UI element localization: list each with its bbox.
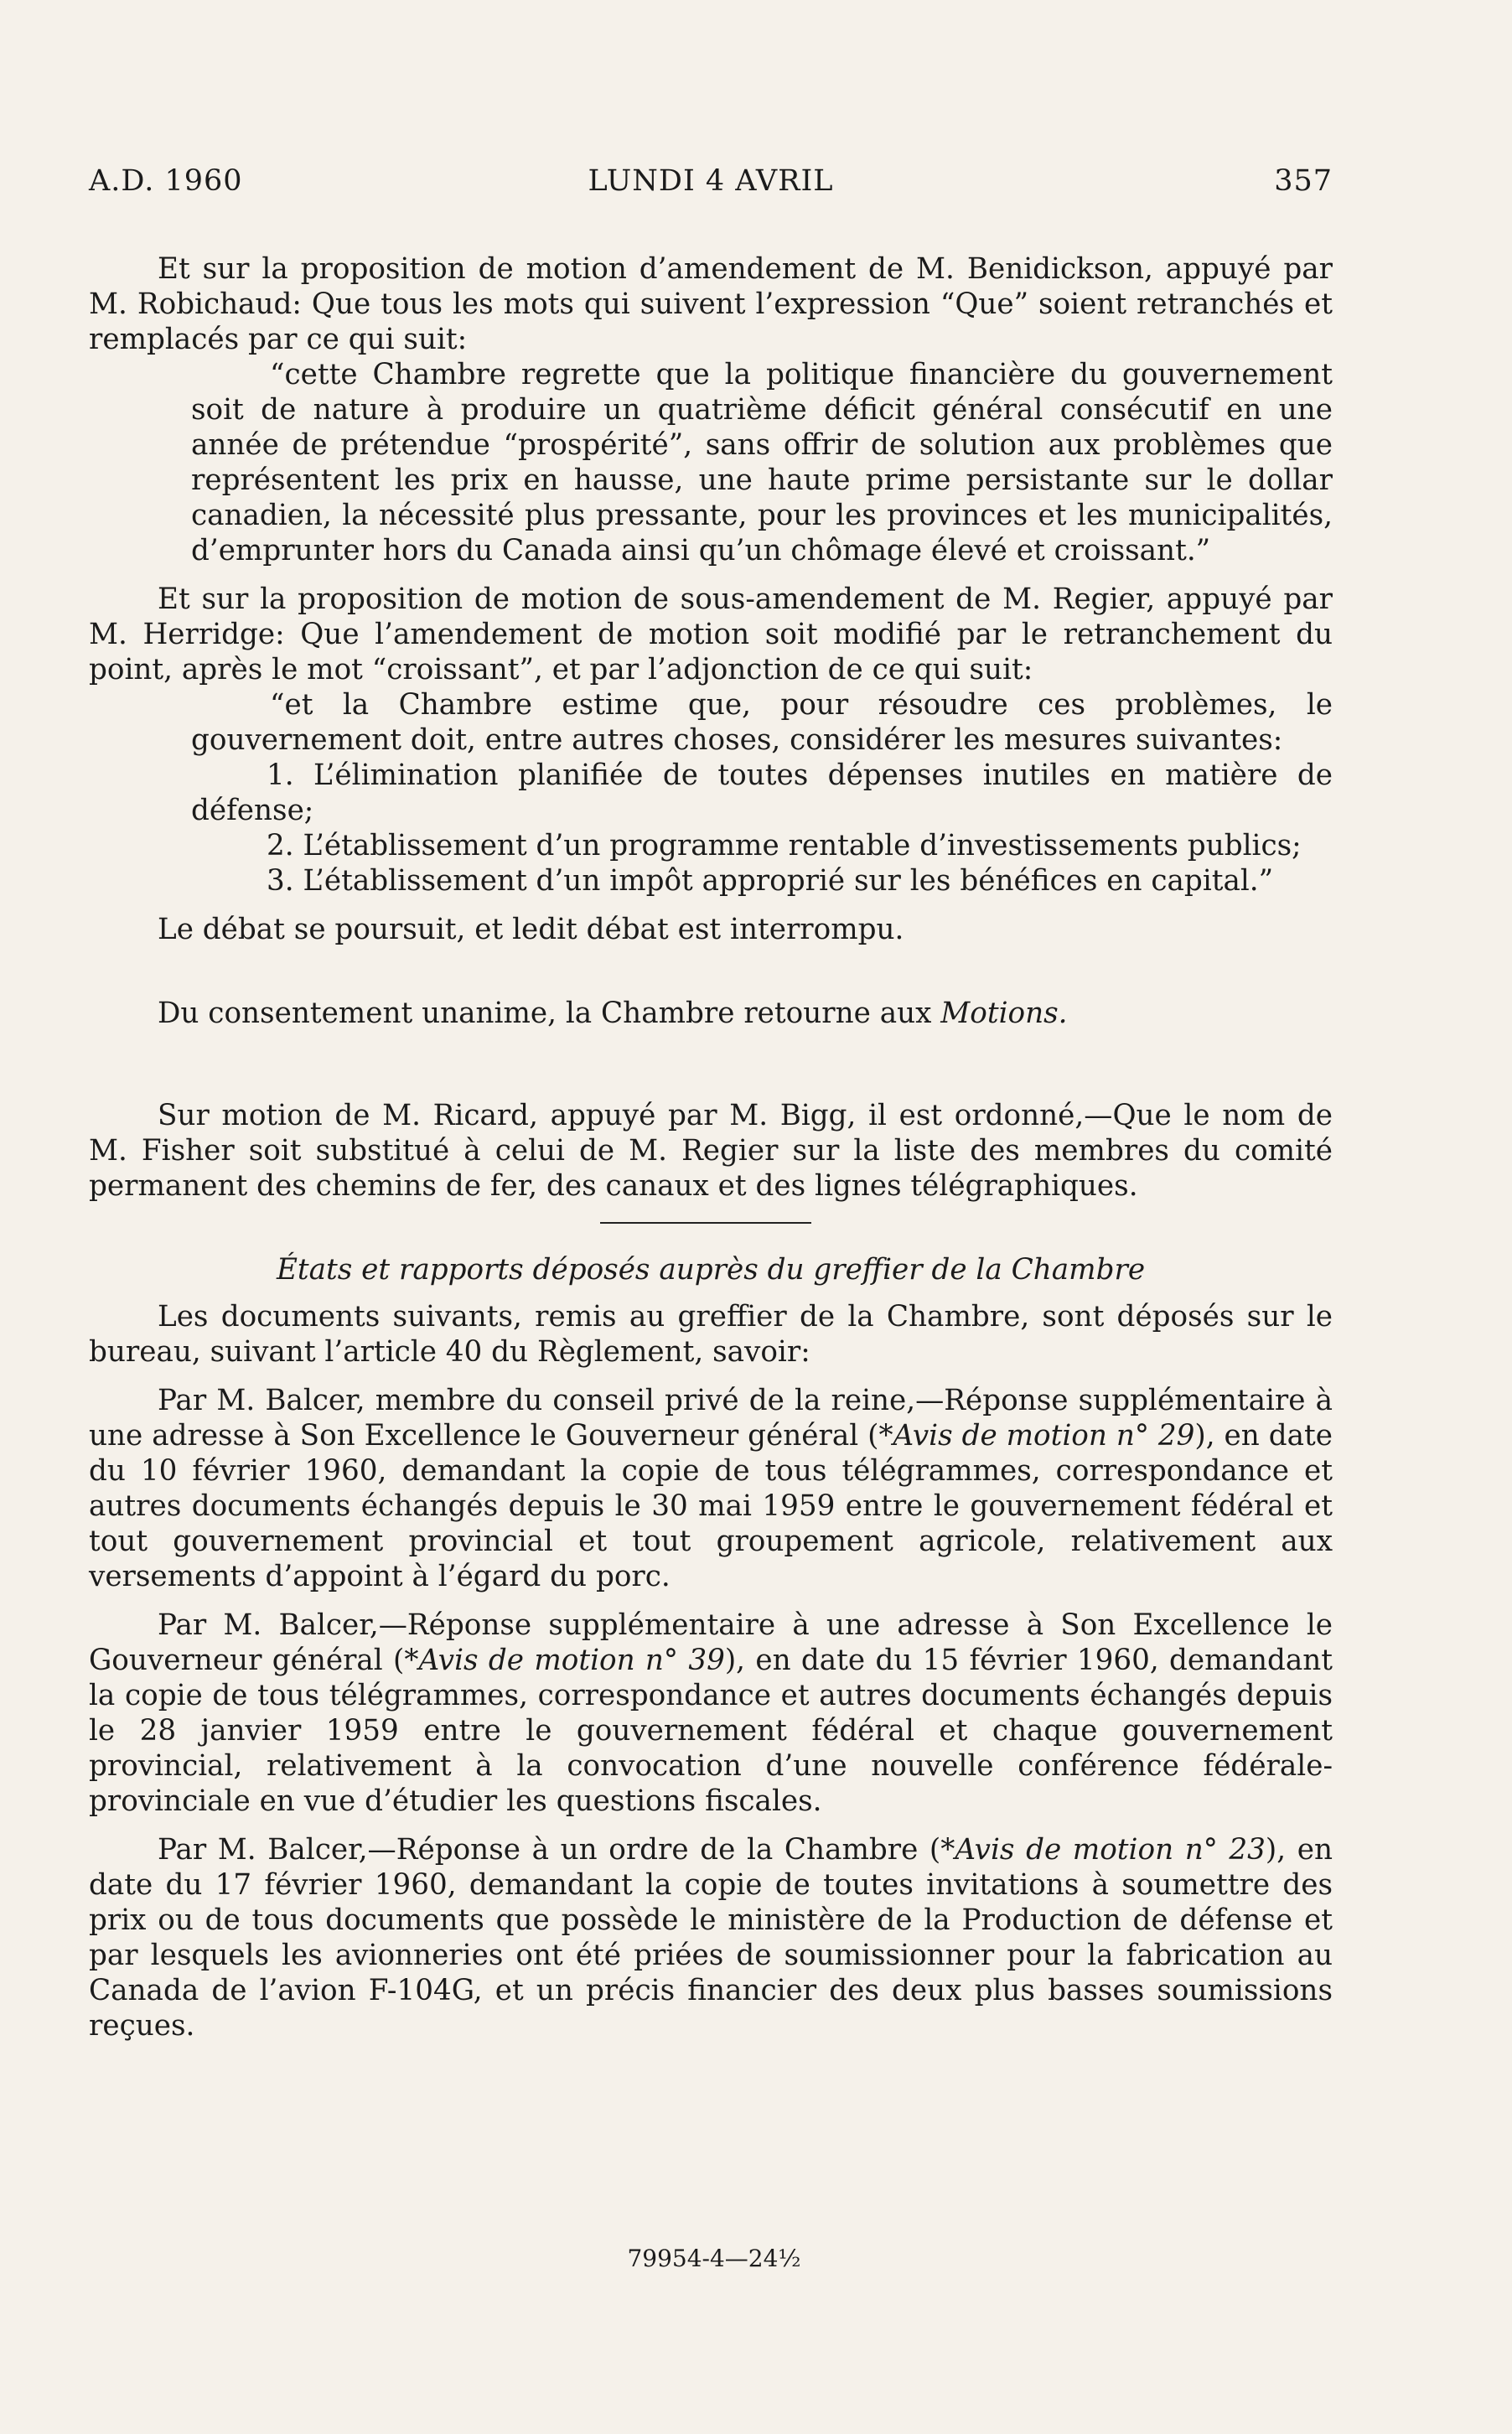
quote-subamendment: “et la Chambre estime que, pour résoudre ces problèmes, le gouvernement doit, entre autres choses, considérer les mesures suivantes: [191,688,1333,757]
paragraph-documents: Les documents suivants, remis au greffier de la Chambre, sont déposés sur le bureau, suivant l’article 40 du Règlement, savoir: [89,1300,1333,1369]
paragraph-balcer-3: Par M. Balcer,—Réponse à un ordre de la Chambre (*Avis de motion n° 23), en date du 17 février 1960, demandant la copie de toutes invitations à soumettre des prix ou de tous documents que possède le ministère de la Production de défense et par lesquels les avionneries ont été priées de soumissionner pour la fabrication au Canada de l’avion F-104G, et un précis financier des deux plus basses soumissions reçues. [89,1833,1333,2043]
header-year: A.D. 1960 [89,164,243,198]
paragraph-balcer-2: Par M. Balcer,—Réponse supplémentaire à une adresse à Son Excellence le Gouverneur général (*Avis de motion n° 39), en date du 15 février 1960, demandant la copie de tous télégrammes, correspondance et autres documents échangés depuis le 28 janvier 1959 entre le gouvernement fédéral et chaque gouvernement provincial, relativement à la convocation d’une nouvelle conférence fédérale-provinciale en vue d’étudier les questions fiscales. [89,1608,1333,1818]
paragraph-consent: Du consentement unanime, la Chambre retourne aux Motions. [158,997,1068,1030]
list-item: 1. L’élimination planifiée de toutes dépenses inutiles en matière de défense; [191,759,1333,827]
document-body [89,251,1333,2043]
page-number: 357 [1274,164,1333,198]
list-item: 2. L’établissement d’un programme rentable d’investissements publics; [267,829,1302,862]
paragraph-amendment: Et sur la proposition de motion d’amendement de M. Benidickson, appuyé par M. Robichaud: Que tous les mots qui suivent l’expression “Que” soient retranchés et remplacés par ce qui suit: [89,252,1333,356]
paragraph-subamendment: Et sur la proposition de motion de sous-amendement de M. Regier, appuyé par M. Herridge: Que l’amendement de motion soit modifié par le retranchement du point, après le mot “croissant”, et par l’adjonction de ce qui suit: [89,583,1333,686]
quote-amendment: “cette Chambre regrette que la politique financière du gouvernement soit de nature à produire un quatrième déficit général consécutif en une année de prétendue “prospérité”, sans offrir de solution aux problèmes que représentent les prix en hausse, une haute prime persistante sur le dollar canadien, la nécessité plus pressante, pour les provinces et les municipalités, d’emprunter hors du Canada ainsi qu’un chômage élevé et croissant.” [191,358,1333,567]
header-date: LUNDI 4 AVRIL [588,164,834,198]
footer-code: 79954-4—24½ [627,2245,801,2272]
page-header [89,164,1333,206]
section-title: États et rapports déposés auprès du greffier de la Chambre [276,1253,1146,1287]
list-item: 3. L’établissement d’un impôt approprié sur les bénéfices en capital.” [267,864,1274,898]
paragraph-balcer-1: Par M. Balcer, membre du conseil privé de la reine,—Réponse supplémentaire à une adresse à Son Excellence le Gouverneur général (*Avis de motion n° 29), en date du 10 février 1960, demandant la copie de tous télégrammes, correspondance et autres documents échangés depuis le 30 mai 1959 entre le gouvernement fédéral et tout gouvernement provincial et tout groupement agricole, relativement aux versements d’appoint à l’égard du porc. [89,1384,1333,1593]
paragraph-motion: Sur motion de M. Ricard, appuyé par M. Bigg, il est ordonné,—Que le nom de M. Fisher soit substitué à celui de M. Regier sur la liste des membres du comité permanent des chemins de fer, des canaux et des lignes télégraphiques. [89,1099,1333,1203]
paragraph-debate: Le débat se poursuit, et ledit débat est interrompu. [158,913,904,946]
divider [89,1204,1333,1240]
